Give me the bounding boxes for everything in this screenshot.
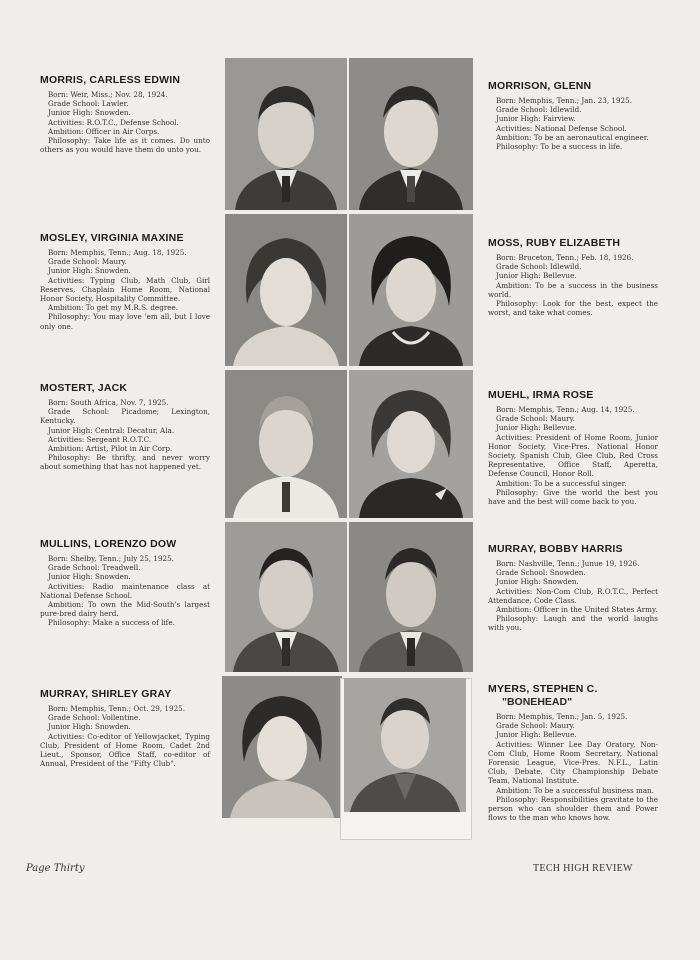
bio-line: Born: Nashville, Tenn.; Junue 19, 1926.	[496, 559, 640, 568]
female-portrait-icon	[222, 676, 342, 818]
bio-line: Ambition: To be a successful business man.	[496, 785, 654, 795]
bio-line: Grade School: Snowden.	[496, 568, 586, 578]
student-name: MOSLEY, VIRGINIA MAXINE	[40, 232, 184, 244]
bio-line: Grade School: Idlewild.	[496, 105, 582, 115]
page-number: Page Thirty	[26, 863, 85, 874]
entry-muehl-irma	[488, 389, 658, 506]
bio-line: Ambition: To get my M.R.S. degree.	[48, 303, 179, 313]
male-portrait-icon	[349, 58, 473, 210]
portrait-photo	[225, 522, 347, 672]
bio-line: Junior High: Central; Decatur, Ala.	[48, 425, 175, 435]
portrait-photo	[349, 370, 473, 518]
bio-line: Philosophy: Make a success of life.	[48, 618, 175, 628]
bio-line: Activities: Winner Lee Day Oratory, Non-Com Club, Home Room Secretary, National Forensic League, Vice-Pres. N.F.L., Latin Club, Debate, City Championship Debate Team, National Institute.	[488, 739, 658, 786]
female-portrait-icon	[349, 370, 473, 518]
bio-line: Activities: Non-Com Club, R.O.T.C., Perfect Attendance, Code Class.	[488, 586, 658, 605]
bio-line: Junior High: Snowden.	[48, 266, 131, 276]
bio-line: Philosophy: To be a success in life.	[496, 142, 623, 152]
entry-mosley-virginia	[40, 232, 210, 331]
bio-line: Ambition: To be a success in the business world.	[488, 280, 658, 299]
student-name: MURRAY, SHIRLEY GRAY	[40, 688, 172, 700]
bio-line: Born: Memphis, Tenn.; Jan. 23, 1925.	[496, 96, 632, 105]
bio-line: Born: Shelby, Tenn.; July 25, 1925.	[48, 554, 174, 563]
portrait-photo	[349, 58, 473, 210]
portrait-photo	[349, 214, 473, 366]
bio-line: Born: Memphis, Tenn.; Oct. 29, 1925.	[48, 704, 186, 713]
bio-line: Philosophy: Laugh and the world laughs with you.	[488, 614, 658, 633]
bio-line: Junior High: Fairview.	[496, 114, 576, 124]
bio-line: Ambition: To be an aeronautical engineer.	[496, 132, 649, 142]
bio-line: Activities: Co-editor of Yellowjacket, Typing Club, President of Home Room, Cadet 2nd Lieut., Sponsor, Office Staff, co-editor of Annual, President of the "Fifty Club".	[40, 731, 210, 769]
male-portrait-icon	[225, 58, 347, 210]
male-portrait-icon	[349, 522, 473, 672]
bio-line: Junior High: Bellevue.	[496, 730, 577, 740]
male-portrait-icon	[344, 678, 466, 812]
entry-murray-bobby	[488, 543, 658, 633]
student-name: MULLINS, LORENZO DOW	[40, 538, 177, 550]
bio-line: Junior High: Snowden.	[48, 722, 131, 732]
entry-myers-stephen	[488, 683, 658, 822]
entry-morrison-glenn	[488, 80, 658, 151]
bio-line: Philosophy: Responsibilities gravitate to the person who can shoulder them and Power flows to the man who knows how.	[488, 794, 658, 823]
bio-line: Born: Memphis, Tenn.; Aug. 14, 1925.	[496, 405, 635, 414]
publication-title: TECH HIGH REVIEW	[533, 863, 633, 874]
bio-line: Grade School: Maury.	[48, 257, 127, 267]
bio-line: Activities: President of Home Room, Junior Honor Society, Vice-Pres. National Honor Society, Spanish Club, Glee Club, Red Cross Representative, Office Staff, Aperetta, Defense Council, Honor Roll.	[488, 432, 658, 479]
bio-line: Junior High: Snowden.	[48, 108, 131, 118]
male-portrait-icon	[225, 370, 347, 518]
female-portrait-icon	[225, 214, 347, 366]
bio-line: Junior High: Bellevue.	[496, 271, 577, 281]
bio-line: Ambition: Artist, Pilot in Air Corp.	[48, 444, 173, 454]
bio-line: Philosophy: Be thrifty, and never worry about something that has not happened yet.	[40, 453, 210, 472]
student-name: MORRISON, GLENN	[488, 80, 592, 92]
bio-line: Ambition: Officer in Air Corps.	[48, 126, 160, 136]
portrait-photo	[225, 370, 347, 518]
bio-line: Ambition: To be a successful singer.	[496, 478, 627, 488]
bio-line: Ambition: Officer in the United States Army.	[496, 605, 658, 615]
bio-line: Philosophy: Look for the best, expect the worst, and take what comes.	[488, 299, 658, 318]
entry-murray-shirley	[40, 688, 210, 768]
bio-line: Grade School: Lawler.	[48, 99, 129, 109]
student-name: MURRAY, BOBBY HARRIS	[488, 543, 623, 555]
bio-line: Born: Weir, Miss.; Nov. 28, 1924.	[48, 90, 168, 99]
entry-mullins-lorenzo	[40, 538, 210, 628]
bio-line: Born: Memphis, Tenn.; Jan. 5, 1925.	[496, 712, 628, 721]
bio-line: Born: South Africa, Nov. 7, 1925.	[48, 398, 169, 407]
entry-mostert-jack	[40, 382, 210, 472]
bio-line: Junior High: Snowden.	[48, 572, 131, 582]
bio-line: Ambition: To own the Mid-South's largest pure-bred dairy herd.	[40, 600, 210, 619]
bio-line: Philosophy: You may love 'em all, but I love only one.	[40, 312, 210, 331]
student-name: MYERS, STEPHEN C.	[488, 683, 598, 695]
male-portrait-icon	[225, 522, 347, 672]
bio-line: Activities: Radio maintenance class at National Defense School.	[40, 581, 210, 600]
portrait-photo	[349, 522, 473, 672]
bio-line: Grade School: Maury.	[496, 414, 575, 424]
student-name: MOSTERT, JACK	[40, 382, 128, 394]
portrait-photo	[222, 676, 342, 818]
bio-line: Activities: Typing Club, Math Club, Girl Reserves, Chaplain Home Room, National Honor Society, Hospitality Committee.	[40, 275, 210, 304]
entry-morris-carless	[40, 74, 210, 154]
bio-line: Philosophy: Take life as it comes. Do unto others as you would have them do unto you.	[40, 136, 210, 155]
bio-line: Philosophy: Give the world the best you have and the best will come back to you.	[488, 487, 658, 507]
bio-line: Grade School: Picadome; Lexington, Kentucky.	[40, 407, 210, 426]
bio-line: Grade School: Maury.	[496, 721, 575, 731]
entry-moss-ruby	[488, 237, 658, 317]
bio-line: Born: Bruceton, Tenn.; Feb. 18, 1926.	[496, 253, 634, 262]
bio-line: Activities: National Defense School.	[496, 123, 627, 133]
bio-line: Junior High: Snowden.	[496, 577, 579, 587]
portrait-photo	[344, 678, 466, 812]
portrait-photo	[225, 214, 347, 366]
bio-line: Grade School: Treadwell.	[48, 563, 141, 573]
bio-line: Activities: R.O.T.C., Defense School.	[48, 117, 179, 127]
student-nickname: "BONEHEAD"	[502, 696, 573, 708]
student-name: MOSS, RUBY ELIZABETH	[488, 237, 621, 249]
bio-line: Grade School: Vollentine.	[48, 713, 141, 723]
bio-line: Activities: Sergeant R.O.T.C.	[48, 434, 152, 444]
female-portrait-icon	[349, 214, 473, 366]
portrait-photo	[225, 58, 347, 210]
bio-line: Junior High: Bellevue.	[496, 423, 577, 433]
student-name: MORRIS, CARLESS EDWIN	[40, 74, 181, 86]
bio-line: Grade School: Idlewild.	[496, 262, 582, 272]
bio-line: Born: Memphis, Tenn.; Aug. 18, 1925.	[48, 248, 187, 257]
student-name: MUEHL, IRMA ROSE	[488, 389, 594, 401]
